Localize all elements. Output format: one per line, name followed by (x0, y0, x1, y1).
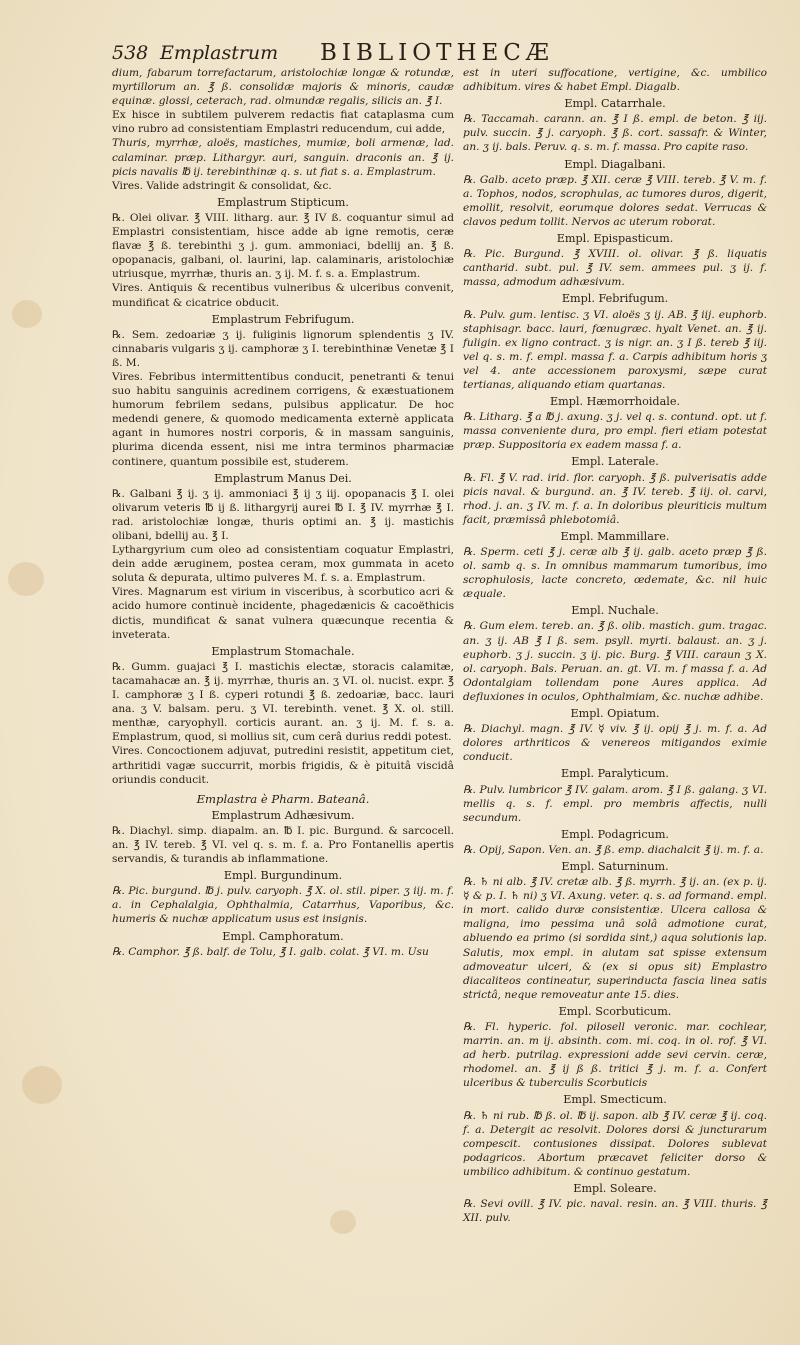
section-heading: Empl. Catarrhale. (564, 97, 666, 111)
paragraph: ℞. Fl. ℥ V. rad. irid. flor. caryoph. ℥ ß. pulverisatis adde picis naval. & burgund. an. ℥ IV. tereb. ℥ iij. ol. carvi, rhod. j. an. ʒ IV. m. f. a. In doloribus pleuriticis multum facit, præmissâ phlebotomiâ. (463, 471, 767, 526)
paragraph: Ex hisce in subtilem pulverem redactis fiat cataplasma cum vino rubro ad consistentiam Emplastri reducendum, cui adde, (112, 109, 454, 136)
left-column (112, 66, 454, 959)
section-heading: Empl. Hæmorrhoidale. (549, 395, 681, 409)
section-heading: Empl. Podagricum. (561, 827, 669, 841)
section-heading: Empl. Soleare. (573, 1182, 657, 1196)
paragraph: Vires. Febribus intermittentibus conducit, penetranti & tenui suo habitu sanguinis acredinem corrigens, & exæstuationem humorum febrilem sedans, pulsibus applicatur. De hoc medendi genere, & quomodo medicamenta externè applicata agant in humores nostri corporis, & in massam sanguinis, plurima dicenda essent, nisi me intra terminos pharmaciæ continere, quantum possibile est, studerem. (112, 370, 454, 468)
paragraph: ℞. Sem. zedoariæ ʒ ij. fuliginis lignorum splendentis ʒ IV. cinnabaris vulgaris ʒ ij. camphoræ ʒ I. terebinthinæ Venetæ ℥ I ß. M. (112, 328, 454, 369)
paragraph: ℞. Pic. burgund. ℔ j. pulv. caryoph. ℥ X. ol. stil. piper. ʒ iij. m. f. a. in Cephalalgia, Ophthalmia, Catarrhus, Vaporibus, &c. humeris & nuchæ applicatum usus est insignis. (112, 885, 454, 926)
section-heading: Emplastrum Stipticum. (217, 195, 349, 209)
page-number: 538 (112, 42, 149, 64)
section-heading: Empl. Febrifugum. (561, 292, 669, 306)
section-heading: Empl. Nuchale. (571, 604, 659, 618)
paragraph: est in uteri suffocatione, vertigine, &c. umbilico adhibitum. vires & habet Empl. Diagalb. (463, 67, 767, 94)
section-heading: Empl. Saturninum. (561, 859, 669, 873)
paragraph: Thuris, myrrhæ, aloës, mastiches, mumiæ, boli armenæ, lad. calaminar. præp. Lithargyr. auri, sanguin. draconis an. ℥ ij. picis navalis ℔ ij. terebinthinæ q. s. ut fiat s. a. Emplastrum. (112, 137, 454, 178)
paragraph: ℞. Diachyl. magn. ℥ IV. ☿ viv. ℥ ij. opij ℥ j. m. f. a. Ad dolores arthriticos & venereos mitigandos eximie conducit. (463, 723, 767, 764)
paragraph: ℞. Fl. hyperic. fol. pilosell veronic. mar. cochlear, marrin. an. m ij. absinth. com. mi. coq. in ol. rof. ℥ VI. ad herb. putrilag. expressioni adde sevi cervin. ceræ, rhodomel. an. ℥ ij ß ß. tritici ℥ j. m. f. a. Confert ulceribus & tuberculis Scorbuticis (463, 1021, 767, 1090)
paragraph: ℞. Galbani ℥ ij. ʒ ij. ammoniaci ℥ ij ʒ iij. opopanacis ℥ I. olei olivarum veteris ℔ ij ß. lithargyrij aurei ℔ I. ℥ IV. myrrhæ ℥ I. rad. aristolochiæ longæ, thuris optimi an. ℥ ij. mastichis olibani, bdellij au. ℥ I. (112, 487, 454, 542)
paragraph: Vires. Antiquis & recentibus vulneribus & ulceribus convenit, mundificat & cicatrice obducit. (112, 282, 454, 309)
foxing-stain (8, 562, 44, 596)
paragraph: ℞. ♄ ni alb. ℥ IV. cretæ alb. ℥ ß. myrrh. ℥ ij. an. (ex p. ij. ☿ & p. I. ♄ ni) ʒ VI. Axung. veter. q. s. ad formand. empl. in mort. calido duræ consistentiæ. Ulcera callosa & maligna, imo pessima unâ solâ admotione curat, abluendo ea primo (si sordida sint,) aqua solutionis lap. Salutis, mox empl. in alutam sat spisse extensum admoveatur ulceri, & (ex si opus sit) Emplastro diacaliteos contineatur, superinducta fascia linea satis strictâ, neque removeatur ante 15. dies. (463, 876, 767, 1001)
section-heading: Empl. Laterale. (571, 455, 659, 469)
page-header (112, 42, 722, 68)
right-column (463, 66, 767, 1225)
paragraph: ℞. Sevi ovill. ℥ IV. pic. naval. resin. an. ℥ VIII. thuris. ℥ XII. pulv. (463, 1198, 767, 1225)
paragraph: ℞. Litharg. ℥ a ℔ j. axung. ʒ j. vel q. s. contund. opt. ut f. massa conveniente dura, pro empl. fieri etiam potestat præp. Suppositoria ex eadem massa f. a. (463, 411, 767, 452)
paragraph: Lythargyrium cum oleo ad consistentiam coquatur Emplastri, dein adde æruginem, postea ceram, mox gummata in aceto soluta & depurata, ultimo pulveres M. f. s. a. Emplastrum. (112, 544, 454, 585)
section-heading: Emplastra è Pharm. Bateanâ. (196, 791, 370, 806)
paragraph: Vires. Magnarum est virium in visceribus, à scorbutico acri & acido humore continuè incidente, phagedænicis & cacoëthicis dictis, mundificat & sanat vulnera quæcunque recentia & inveterata. (112, 586, 454, 641)
paragraph: ℞. Opij, Sapon. Ven. an. ℥ ß. emp. diachalcit ℥ ij. m. f. a. (463, 843, 764, 856)
paragraph: ℞. Diachyl. simp. diapalm. an. ℔ I. pic. Burgund. & sarcocell. an. ℥ IV. tereb. ℥ VI. vel q. s. m. f. a. Pro Fontanellis apertis servandis, & turandis ab inflammatione. (112, 824, 454, 866)
foxing-stain (12, 300, 42, 328)
section-heading: Empl. Camphoratum. (222, 929, 344, 943)
section-heading: Empl. Smecticum. (563, 1093, 667, 1107)
paragraph: ℞. Galb. aceto præp. ℥ XII. ceræ ℥ VIII. tereb. ℥ V. m. f. a. Tophos, nodos, scrophulas, ac tumores duros, digerit, emollit, resolvit, eorumque dolores sedat. Verrucas & clavos pedum tollit. Nervos ac uterum roborat. (463, 173, 767, 228)
section-heading: Emplastrum Febrifugum. (211, 312, 355, 326)
section-heading: Empl. Scorbuticum. (558, 1004, 672, 1018)
paragraph: ℞. Pic. Burgund. ℥ XVIII. ol. olivar. ℥ ß. liquatis cantharid. subt. pul. ℥ IV. sem. ammees pul. ʒ ij. f. massa, admodum adhæsivum. (463, 248, 767, 289)
page-title: BIBLIOTHECÆ (320, 40, 554, 66)
paragraph: ℞. Gumm. guajaci ℥ I. mastichis electæ, storacis calamitæ, tacamahacæ an. ℥ ij. myrrhæ, thuris an. ʒ VI. ol. nucist. expr. ℥ I. camphoræ ʒ I ß. cyperi rotundi ℥ ß. zedoariæ, bacc. lauri ana. ʒ V. balsam. peru. ʒ VI. terebinth. venet. ℥ X. ol. still. menthæ, caryophyll. corticis aurant. an. ʒ ij. M. f. s. a. Emplastrum, quod, si mollius sit, cum cerâ durius reddi potest. (112, 660, 454, 744)
paragraph: ℞. Olei olivar. ℥ VIII. litharg. aur. ℥ IV ß. coquantur simul ad Emplastri consistentiam, hisce adde ab igne remotis, ceræ flavæ ℥ ß. terebinthi ʒ j. gum. ammoniaci, bdellij an. ℥ ß. opopanacis, galbani, ol. laurini, lap. calaminaris, aristolochiæ utriusque, myrrhæ, thuris an. ʒ ij. M. f. s. a. Emplastrum. (112, 211, 454, 281)
section-heading: Empl. Opiatum. (570, 707, 660, 721)
foxing-stain (330, 1210, 356, 1234)
section-heading: Emplastrum Stomachale. (211, 644, 355, 658)
section-heading: Empl. Diagalbani. (564, 157, 666, 171)
paragraph: ℞. Pulv. lumbricor ℥ IV. galam. arom. ℥ I ß. galang. ʒ VI. mellis q. s. f. empl. pro membris affectis, nulli secundum. (463, 783, 767, 824)
paragraph: Vires. Concoctionem adjuvat, putredini resistit, appetitum ciet, arthritidi vagæ succurrit, morbis frigidis, & è pituitâ viscidâ oriundis conducit. (112, 745, 454, 786)
section-heading: Empl. Burgundinum. (223, 869, 343, 883)
paragraph: ℞. Gum elem. tereb. an. ℥ ß. olib. mastich. gum. tragac. an. ʒ ij. AB ℥ I ß. sem. psyll. myrti. balaust. an. ʒ j. euphorb. ʒ j. succin. ʒ ij. pic. Burg. ℥ VIII. caraun ʒ X. ol. caryoph. Bals. Peruan. an. gt. VI. m. f massa f. a. Ad Odontalgiam tollendam pone Aures applica. Ad defluxiones in oculos, Ophthalmiam, &c. nuchæ adhibe. (463, 620, 767, 703)
foxing-stain (22, 1066, 62, 1104)
paragraph: ℞. Sperm. ceti ℥ j. ceræ alb ℥ ij. galb. aceto præp ℥ ß. ol. samb q. s. In omnibus mammarum tumoribus, imo scrophulosis, lacte concreto, œdemate, &c. nil huic æquale. (463, 546, 767, 601)
paragraph: ℞. Taccamah. carann. an. ℥ I ß. empl. de beton. ℥ iij. pulv. succin. ℥ j. caryoph. ℥ ß. cort. sassafr. & Winter, an. ʒ ij. bals. Peruv. q. s. m. f. massa. Pro capite raso. (463, 113, 767, 154)
paragraph: ℞. ♄ ni rub. ℔ ß. ol. ℔ ij. sapon. alb ℥ IV. ceræ ℥ ij. coq. f. a. Detergit ac resolvit. Dolores dorsi & juncturarum compescit. contusiones dissipat. Dolores sublevat podagricos. Abortum præcavet feliciter dorso & umbilico adhibitum. & continuo gestatum. (463, 1109, 767, 1178)
paragraph: ℞. Camphor. ℥ ß. balf. de Tolu, ℥ I. galb. colat. ℥ VI. m. Usu (112, 945, 429, 958)
section-heading: Emplastrum Adhæsivum. (211, 808, 355, 822)
section-heading: Empl. Paralyticum. (561, 767, 669, 781)
paragraph: ℞. Pulv. gum. lentisc. ʒ VI. aloës ʒ ij. AB. ℥ iij. euphorb. staphisagr. bacc. lauri, fœnugræc. hyalt Venet. an. ℥ ij. fuligin. ex ligno contract. ʒ is nigr. an. ʒ I ß. tereb ℥ iij. vel q. s. m. f. empl. massa f. a. Carpis adhibitum horis ʒ vel 4. ante accessionem paroxysmi, sæpe curat tertianas, aliquando etiam quartanas. (463, 308, 767, 391)
section-heading: Empl. Epispasticum. (556, 232, 674, 246)
paragraph: Vires. Valide adstringit & consolidat, &c. (112, 179, 332, 192)
running-head: Emplastrum (160, 42, 279, 64)
section-heading: Emplastrum Manus Dei. (214, 471, 352, 485)
paragraph: dium, fabarum torrefactarum, aristolochiæ longæ & rotundæ, myrtillorum an. ℥ ß. consolidæ majoris & minoris, caudæ equinæ. glossi, ceterach, rad. olmundæ regalis, silicis an. ℥ I. (112, 67, 454, 108)
section-heading: Empl. Mammillare. (560, 529, 670, 543)
